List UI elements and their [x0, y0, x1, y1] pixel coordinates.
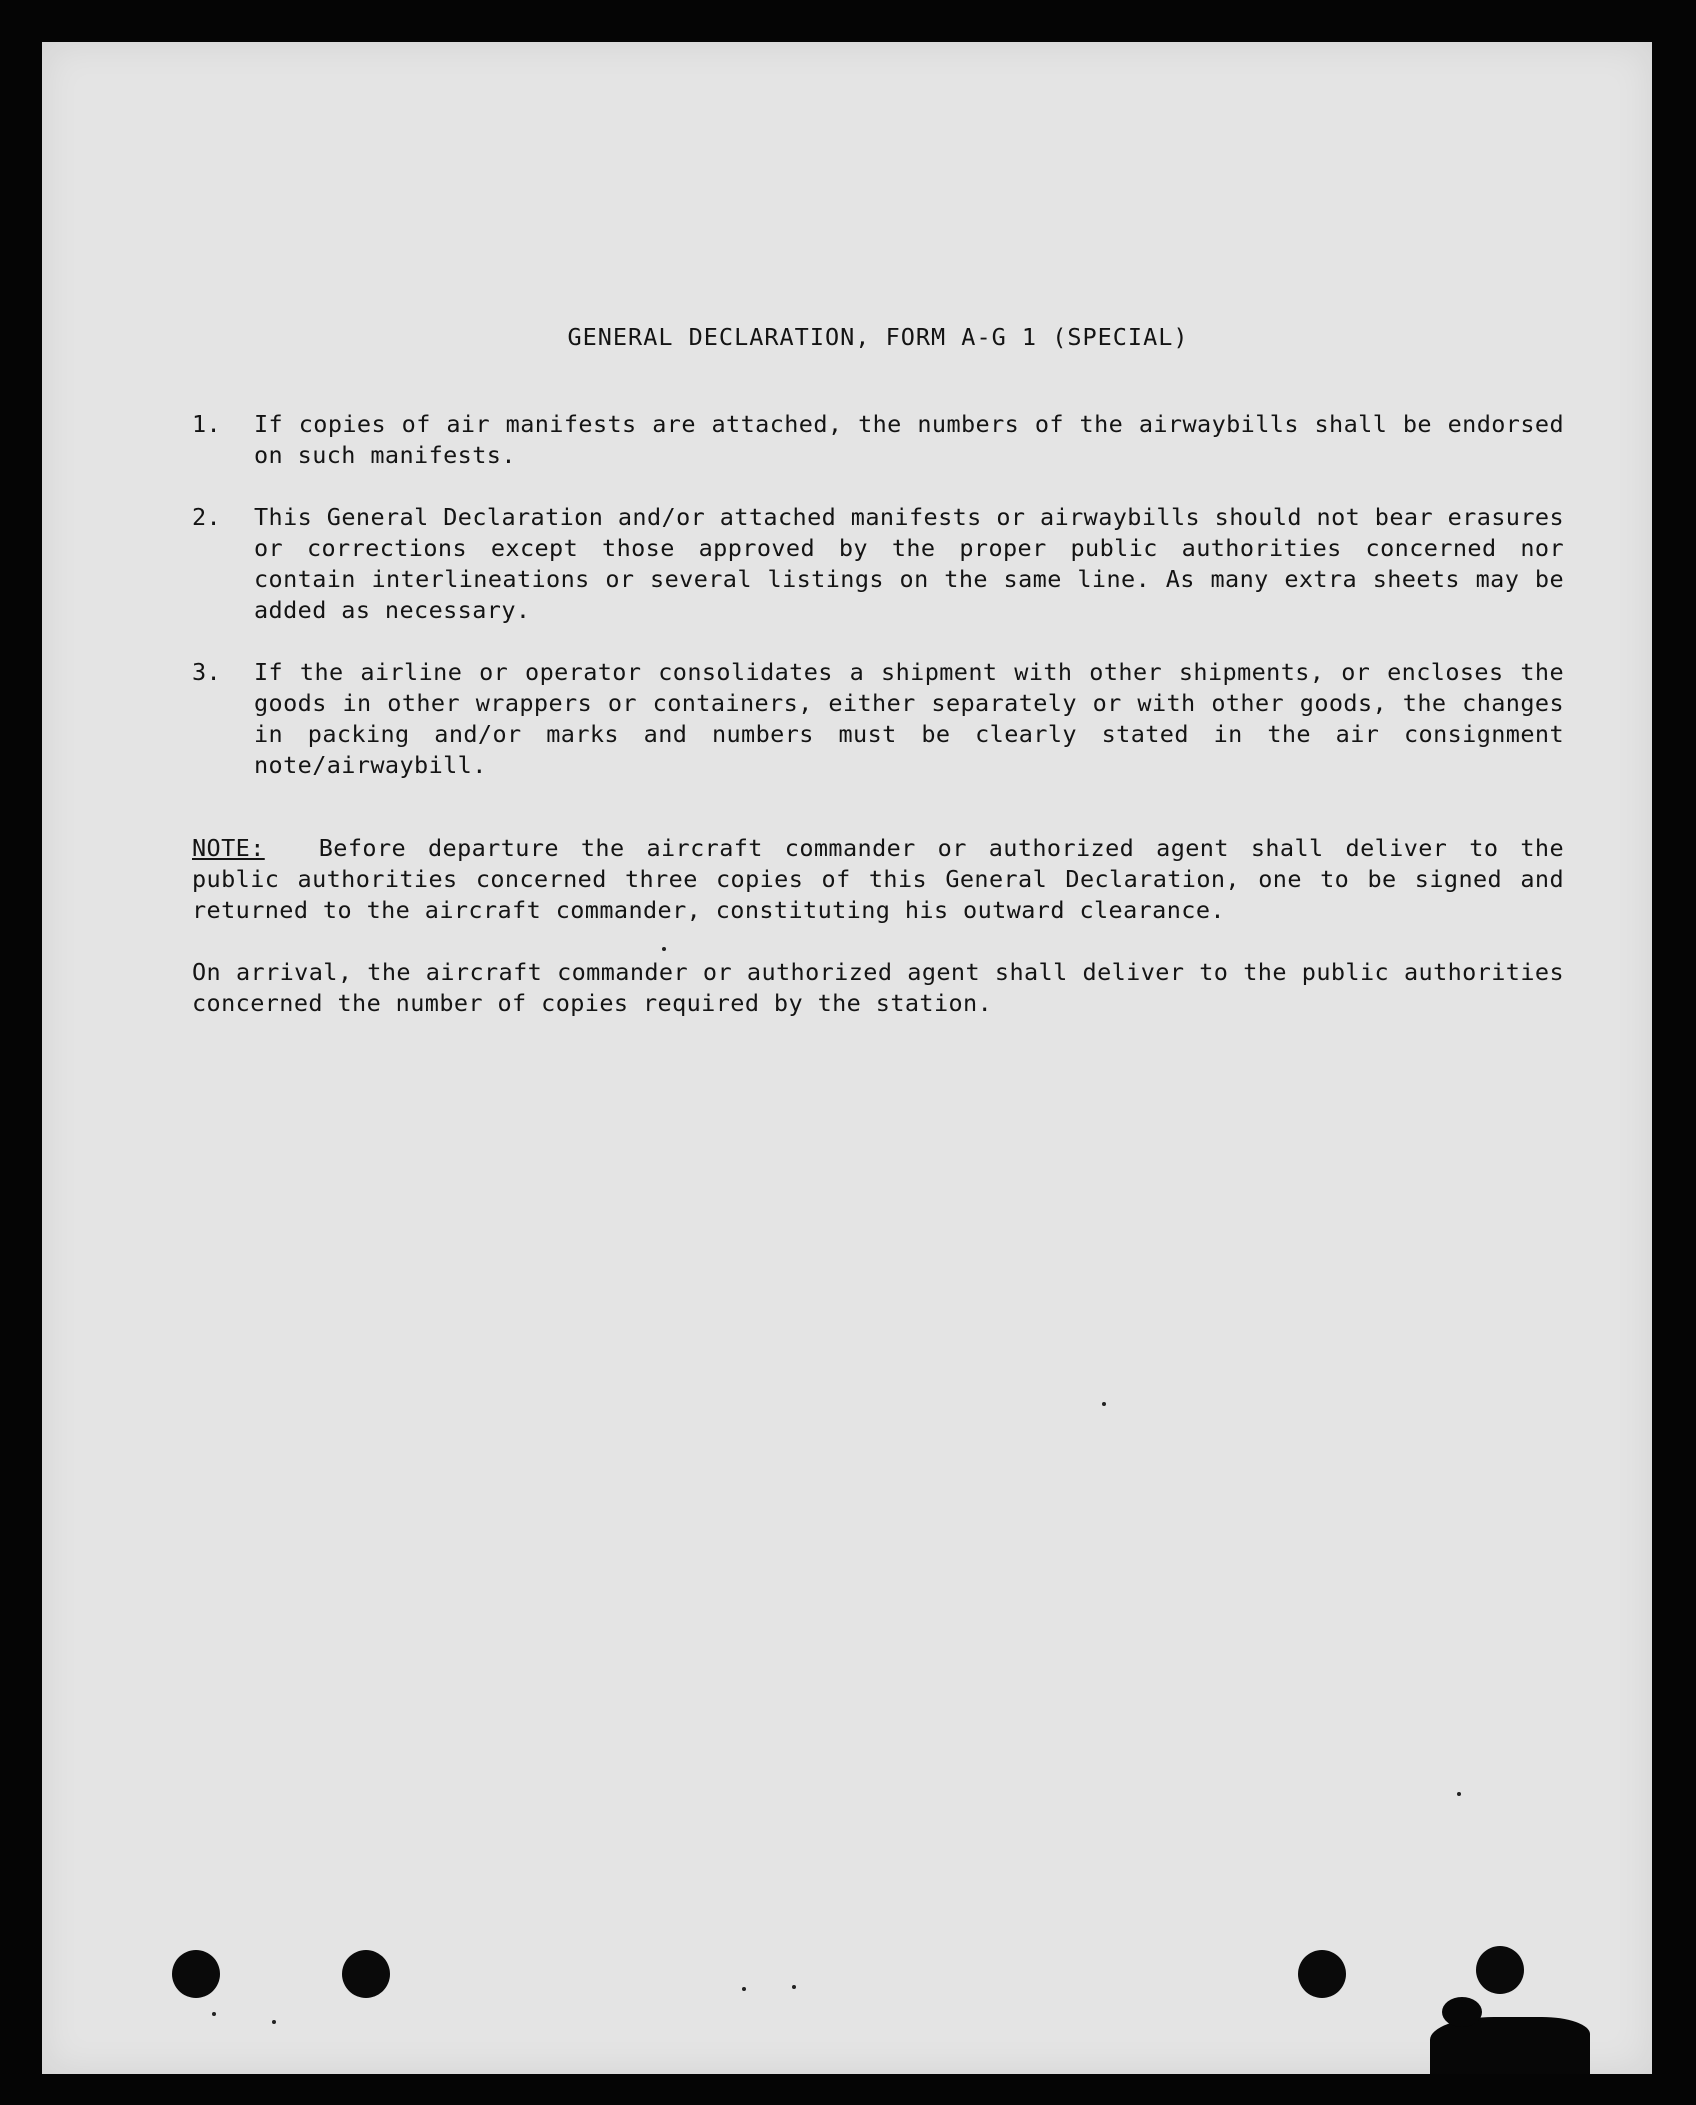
document-page: [42, 42, 1652, 2074]
speck: [212, 2012, 216, 2016]
punch-hole: [172, 1950, 220, 1998]
item-number: 1.: [192, 410, 222, 438]
punch-hole: [1298, 1950, 1346, 1998]
speck: [1457, 1792, 1461, 1796]
item-text: This General Declaration and/or attached manifests or airwaybills should not bear erasures or corrections except those approved by the proper public authorities concerned nor contain interlineations or several listings on the same line. As many extra sheets may be added as necessary.: [254, 503, 1564, 624]
speck: [792, 1985, 796, 1989]
note-paragraph: [192, 833, 1564, 926]
item-text: If copies of air manifests are attached, the numbers of the airwaybills shall be endorsed on such manifests.: [254, 410, 1564, 469]
speck: [272, 2020, 276, 2024]
torn-corner: [1442, 1997, 1482, 2027]
speck: [662, 947, 666, 951]
item-number: 3.: [192, 658, 222, 686]
speck: [1102, 1402, 1106, 1406]
punch-hole: [1476, 1946, 1524, 1994]
punch-hole: [342, 1950, 390, 1998]
item-text: If the airline or operator consolidates a shipment with other shipments, or encloses the goods in other wrappers or containers, either separately or with other goods, the changes in packing and/or marks and numbers must be clearly stated in the air consignment note/airwaybill.: [254, 658, 1564, 779]
note-label: NOTE:: [192, 834, 265, 862]
document-title: GENERAL DECLARATION, FORM A-G 1 (SPECIAL): [567, 323, 1189, 351]
arrival-paragraph: On arrival, the aircraft commander or authorized agent shall deliver to the public authorities concerned the number of copies required by the station.: [192, 958, 1564, 1017]
list-item: [192, 409, 1564, 471]
list-item: [192, 657, 1564, 781]
document-body: [192, 322, 1564, 1019]
speck: [742, 1987, 746, 1991]
list-item: [192, 502, 1564, 626]
item-number: 2.: [192, 503, 222, 531]
note-text: Before departure the aircraft commander or authorized agent shall deliver to the public authorities concerned three copies of this General Declaration, one to be signed and returned to the aircraft commander, constituting his outward clearance.: [192, 834, 1564, 924]
